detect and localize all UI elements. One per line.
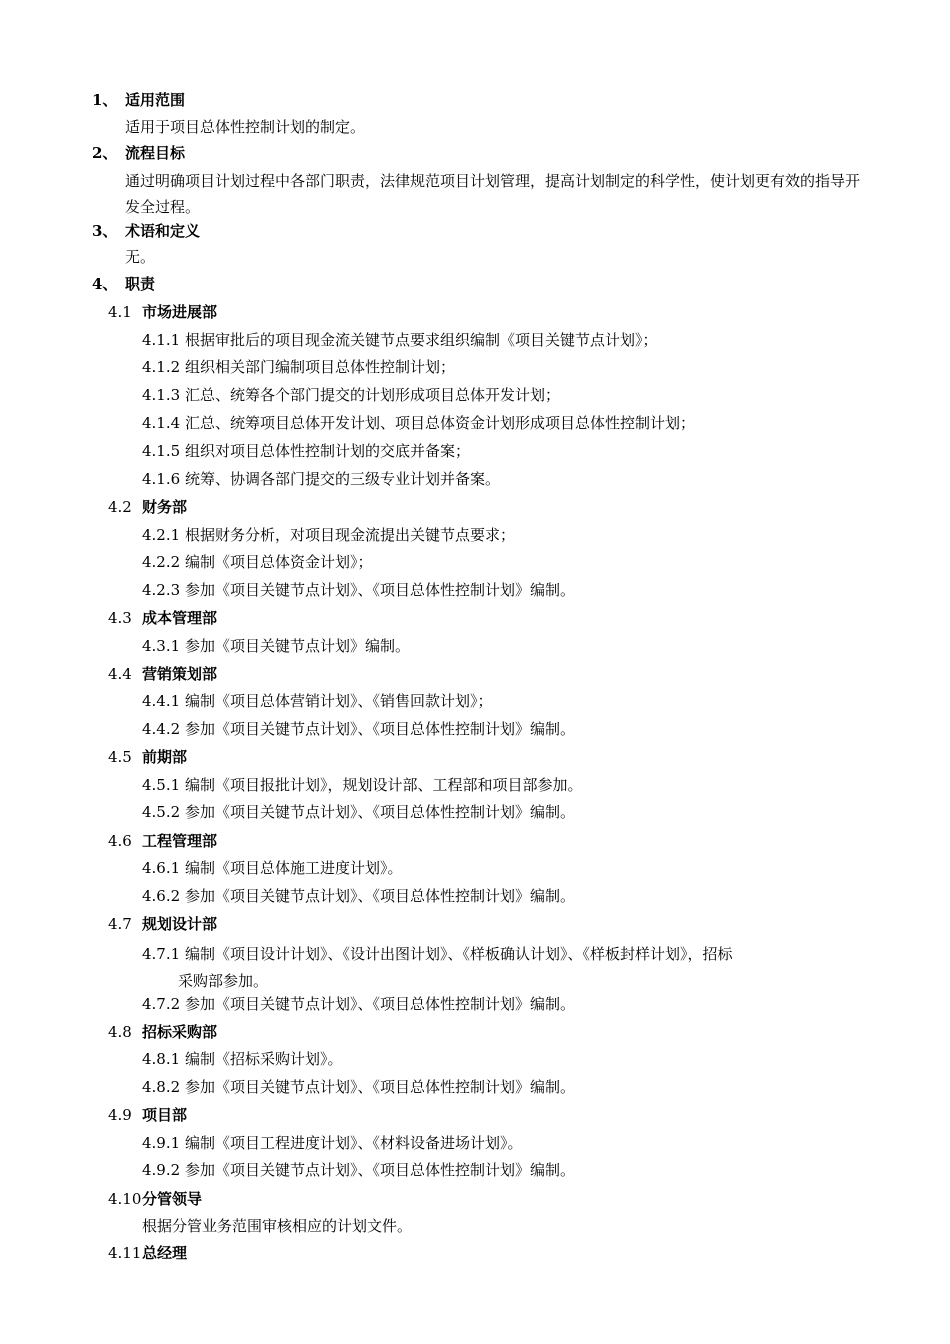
section-title: 适用范围: [125, 91, 186, 109]
list-item: 4.6.2 参加《项目关键节点计划》、《项目总体性控制计划》编制。: [142, 887, 575, 905]
list-item: 4.8.1 编制《招标采购计划》。: [142, 1050, 343, 1068]
list-item: 4.7.2 参加《项目关键节点计划》、《项目总体性控制计划》编制。: [142, 995, 575, 1013]
duty-number: 4.7: [108, 915, 132, 933]
list-item: 4.2.2 编制《项目总体资金计划》；: [142, 553, 373, 571]
duty-body: 根据分管业务范围审核相应的计划文件。: [142, 1217, 413, 1235]
duty-title: 财务部: [142, 498, 188, 516]
duty-title: 成本管理部: [142, 609, 218, 627]
section-body: 通过明确项目计划过程中各部门职责，法律规范项目计划管理，提高计划制定的科学性，使计划更有效的指导开发全过程。: [125, 172, 861, 216]
list-item: 4.9.1 编制《项目工程进度计划》、《材料设备进场计划》。: [142, 1134, 523, 1152]
section-number: 4、: [92, 275, 118, 293]
duty-heading: [108, 1105, 188, 1125]
duty-number: 4.11: [108, 1244, 142, 1262]
list-item: 4.5.1 编制《项目报批计划》，规划设计部、工程部和项目部参加。: [142, 776, 583, 794]
duty-number: 4.9: [108, 1106, 132, 1124]
list-item: 4.2.3 参加《项目关键节点计划》、《项目总体性控制计划》编制。: [142, 581, 575, 599]
duty-heading: [108, 664, 218, 684]
list-item: 4.1.1 根据审批后的项目现金流关键节点要求组织编制《项目关键节点计划》；: [142, 331, 658, 349]
list-item: 4.1.5 组织对项目总体性控制计划的交底并备案；: [142, 442, 470, 460]
duty-heading: [108, 1189, 203, 1209]
duty-title: 工程管理部: [142, 832, 218, 850]
duty-title: 分管领导: [142, 1190, 203, 1208]
list-item: 4.9.2 参加《项目关键节点计划》、《项目总体性控制计划》编制。: [142, 1161, 575, 1179]
duty-title: 市场进展部: [142, 303, 218, 321]
duty-number: 4.8: [108, 1023, 132, 1041]
duty-heading: [108, 302, 218, 322]
section-body: 无。: [125, 248, 156, 266]
list-item: 4.8.2 参加《项目关键节点计划》、《项目总体性控制计划》编制。: [142, 1078, 575, 1096]
section-body: 适用于项目总体性控制计划的制定。: [125, 118, 366, 136]
section-number: 2、: [92, 144, 118, 162]
duty-title: 项目部: [142, 1106, 188, 1124]
duty-number: 4.5: [108, 748, 132, 766]
list-item: 4.1.2 组织相关部门编制项目总体性控制计划；: [142, 358, 455, 376]
list-item: 4.1.6 统筹、协调各部门提交的三级专业计划并备案。: [142, 470, 500, 488]
list-item: 4.4.1 编制《项目总体营销计划》、《销售回款计划》；: [142, 692, 493, 710]
duty-number: 4.4: [108, 665, 132, 683]
section-heading: [92, 221, 200, 241]
section-heading: [92, 274, 155, 294]
list-item: 4.4.2 参加《项目关键节点计划》、《项目总体性控制计划》编制。: [142, 720, 575, 738]
duty-number: 4.1: [108, 303, 132, 321]
duty-number: 4.6: [108, 832, 132, 850]
list-item: 4.7.1 编制《项目设计计划》、《设计出图计划》、《样板确认计划》、《样板封样计划》，招标 采购部参加。: [142, 945, 733, 990]
section-title: 流程目标: [125, 144, 186, 162]
section-number: 1、: [92, 91, 118, 109]
duty-title: 招标采购部: [142, 1023, 218, 1041]
duty-number: 4.10: [108, 1190, 142, 1208]
duty-heading: [108, 1243, 188, 1263]
list-item: 4.1.3 汇总、统筹各个部门提交的计划形成项目总体开发计划；: [142, 386, 560, 404]
section-heading: [92, 90, 185, 110]
duty-heading: [108, 747, 188, 767]
duty-heading: [108, 914, 218, 934]
duty-number: 4.3: [108, 609, 132, 627]
list-item: 4.1.4 汇总、统筹项目总体开发计划、项目总体资金计划形成项目总体性控制计划；: [142, 414, 695, 432]
list-item: 4.3.1 参加《项目关键节点计划》编制。: [142, 637, 410, 655]
list-item: 4.5.2 参加《项目关键节点计划》、《项目总体性控制计划》编制。: [142, 803, 575, 821]
duty-title: 规划设计部: [142, 915, 218, 933]
duty-heading: [108, 497, 188, 517]
duty-title: 营销策划部: [142, 665, 218, 683]
section-heading: [92, 143, 185, 163]
duty-number: 4.2: [108, 498, 132, 516]
list-item: 4.6.1 编制《项目总体施工进度计划》。: [142, 859, 403, 877]
duty-heading: [108, 608, 218, 628]
duty-heading: [108, 831, 218, 851]
duty-heading: [108, 1022, 218, 1042]
section-number: 3、: [92, 222, 118, 240]
duty-title: 总经理: [142, 1244, 188, 1262]
duty-title: 前期部: [142, 748, 188, 766]
section-title: 术语和定义: [125, 222, 201, 240]
section-title: 职责: [125, 275, 156, 293]
list-item: 4.2.1 根据财务分析，对项目现金流提出关键节点要求；: [142, 526, 515, 544]
